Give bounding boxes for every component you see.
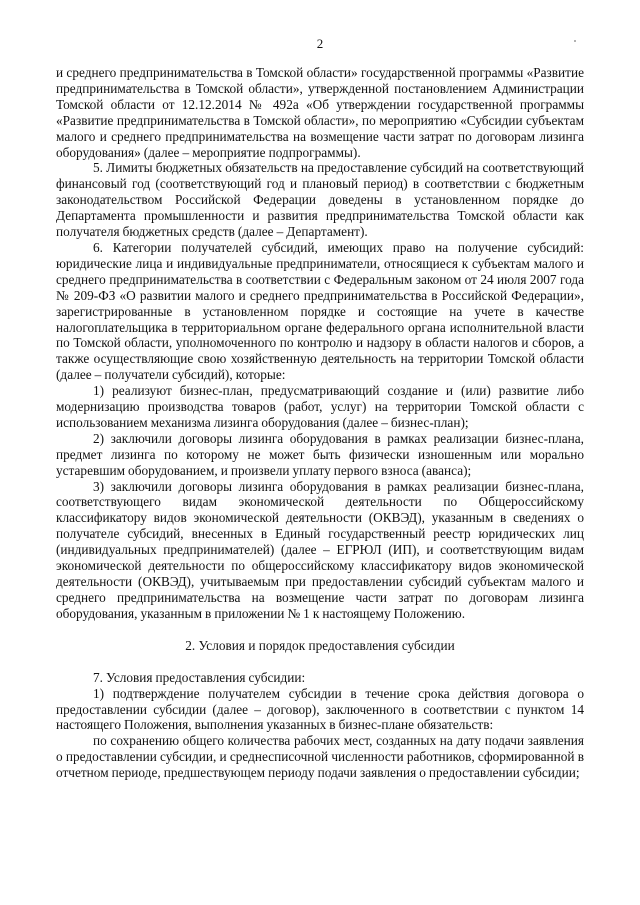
page-number: 2	[316, 36, 324, 51]
document-body	[56, 65, 584, 781]
paragraph-item-7-1: 1) подтверждение получателем субсидии в течение срока действия договора о предоставлении субсидии (далее – договор), заключенного в соответствии с пунктом 14 настоящего Положения, выполнения указанных в бизнес-плане обязательств:	[56, 685, 584, 733]
paragraph-item-6-2: 2) заключили договоры лизинга оборудования в рамках реализации бизнес-плана, предмет лизинга по которому не может быть физически изношенным или морально устаревшим оборудованием, и произвели уплату первого взноса (аванса);	[56, 430, 584, 478]
section-heading: 2. Условия и порядок предоставления субсидии	[185, 637, 455, 653]
paragraph-item-6: 6. Категории получателей субсидий, имеющих право на получение субсидий: юридические лица и индивидуальные предприниматели, относящиеся к субъектам малого и среднего предпринимательства в соответствии с Федеральным законом от 24 июля 2007 года № 209-ФЗ «О развитии малого и среднего предпринимательства в Российской Федерации», зарегистрированные в установленном порядке и состоящие на учете в качестве налогоплательщика в территориальном органе федерального органа исполнительной власти по Томской области, уполномоченного по контролю и надзору в области налогов и сборов, а также осуществляющие свою хозяйственную деятельность на территории Томской области (далее – получатели субсидий), которые:	[56, 239, 584, 383]
paragraph-item-6-3: 3) заключили договоры лизинга оборудования в рамках реализации бизнес-плана, соответствующего видам экономической деятельности по Общероссийскому классификатору видов экономической деятельности (ОКВЭД), указанным в сведениях о получателе субсидий, внесенных в Единый государственный реестр юридических лиц (индивидуальных предпринимателей) (далее – ЕГРЮЛ (ИП), и соответствующим видам экономической деятельности по общероссийскому классификатору видов экономической деятельности (ОКВЭД), учитываемым при предоставлении субсидий субъектам малого и среднего предпринимательства на возмещение части затрат по договорам лизинга оборудования, указанным в приложении № 1 к настоящему Положению.	[56, 478, 584, 621]
paragraph-continuation: и среднего предпринимательства в Томской области» государственной программы «Развитие предпринимательства в Томской области», утвержденной постановлением Администрации Томской области от 12.12.2014 № 492а «Об утверждении государственной программы «Развитие предпринимательства в Томской области», по мероприятию «Субсидии субъектам малого и среднего предпринимательства на возмещение части затрат по договорам лизинга оборудования» (далее – мероприятие подпрограммы).	[56, 65, 584, 160]
paragraph-item-7-1-a: по сохранению общего количества рабочих мест, созданных на дату подачи заявления о предоставлении субсидии, и среднесписочной численности работников, сформированной в отчетном периоде, предшествующем периоду подачи заявления о предоставлении субсидии;	[56, 733, 584, 781]
scan-speck	[574, 40, 576, 42]
paragraph-item-5: 5. Лимиты бюджетных обязательств на предоставление субсидий на соответствующий финансовый год (соответствующий год и плановый период) в соответствии с бюджетным законодательством Российской Федерации доведены в установленном порядке до Департамента промышленности и развития предпринимательства Томской области как получателя бюджетных средств (далее – Департамент).	[56, 160, 584, 240]
paragraph-item-7: 7. Условия предоставления субсидии:	[93, 669, 306, 685]
paragraph-item-6-1: 1) реализуют бизнес-план, предусматривающий создание и (или) развитие либо модернизацию производства товаров (работ, услуг) на территории Томской области с использованием механизма лизинга оборудования (далее – бизнес-план);	[56, 383, 584, 430]
